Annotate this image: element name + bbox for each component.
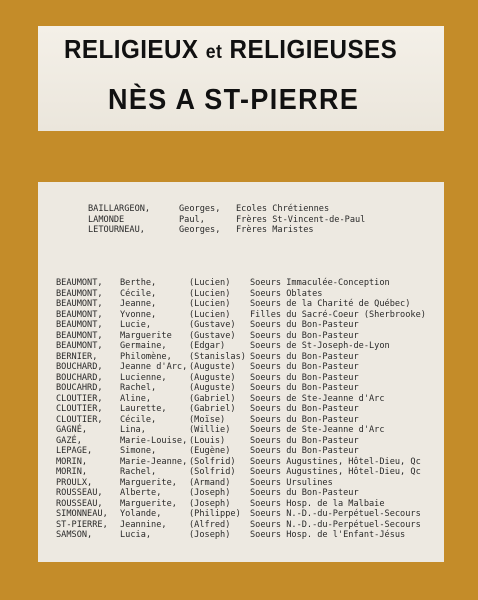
entry-order: Soeurs Immaculée-Conception xyxy=(250,278,390,288)
entry-name: LETOURNEAU, xyxy=(88,225,145,235)
entry-first: Lucienne, xyxy=(120,372,167,383)
entry-first: Marguerite, xyxy=(120,498,177,509)
entry-order: Soeurs du Bon-Pasteur xyxy=(250,362,359,372)
entry-father: (Moïse) xyxy=(189,414,226,425)
entry-order: Soeurs N.-D.-du-Perpétuel-Secours xyxy=(250,509,421,519)
entry-name: LAMONDE xyxy=(88,214,125,225)
entry-first: Rachel, xyxy=(120,383,157,393)
entry-order: Soeurs Augustines, Hôtel-Dieu, Qc xyxy=(250,456,421,467)
entry-father: (Eugène) xyxy=(189,446,231,456)
entry-order: Frères St-Vincent-de-Paul xyxy=(236,214,366,225)
entry-order: Soeurs du Bon-Pasteur xyxy=(250,330,359,341)
entry-order: Soeurs du Bon-Pasteur xyxy=(250,372,359,383)
entry-father: (Joseph) xyxy=(189,498,231,509)
entry-father: (Lucien) xyxy=(189,299,231,309)
entry-name: LEPAGE, xyxy=(56,446,93,456)
entry-name: ROUSSEAU, xyxy=(56,498,103,509)
entry-name: SIMONNEAU, xyxy=(56,509,108,519)
entry-name: PROULX, xyxy=(56,477,93,488)
entry-first: Simone, xyxy=(120,446,157,456)
entry-name: BEAUMONT, xyxy=(56,341,103,351)
entry-first: Germaine, xyxy=(120,341,167,351)
entry-order: Soeurs du Bon-Pasteur xyxy=(250,320,359,330)
entry-name: CLOUTIER, xyxy=(56,404,103,414)
entry-name: CLOUTIER, xyxy=(56,393,103,404)
entry-name: BEAUMONT, xyxy=(56,288,103,299)
entry-name: BAILLARGEON, xyxy=(88,204,151,214)
entry-name: BEAUMONT, xyxy=(56,278,103,288)
entry-name: BERNIER, xyxy=(56,351,98,362)
entry-father: (Lucien) xyxy=(189,288,231,299)
entry-order: Soeurs de Ste-Jeanne d'Arc xyxy=(250,425,385,435)
entry-order: Soeurs du Bon-Pasteur xyxy=(250,435,359,446)
entry-father: (Gabriel) xyxy=(189,393,236,404)
entry-father: (Gabriel) xyxy=(189,404,236,414)
entry-name: BOUCHARD, xyxy=(56,372,103,383)
entry-first: Jeanne d'Arc, xyxy=(120,362,188,372)
entry-father: (Alfred) xyxy=(189,519,231,530)
entry-father: (Auguste) xyxy=(189,362,236,372)
entry-name: BEAUMONT, xyxy=(56,299,103,309)
entry-father: (Solfrid) xyxy=(189,456,236,467)
entry-name: BEAUMONT, xyxy=(56,320,103,330)
entry-order: Soeurs de la Charité de Québec) xyxy=(250,299,411,309)
entry-name: ROUSSEAU, xyxy=(56,488,103,498)
entry-father: (Gustave) xyxy=(189,320,236,330)
entry-first: Alberte, xyxy=(120,488,162,498)
entry-order: Soeurs du Bon-Pasteur xyxy=(250,446,359,456)
entry-first: Berthe, xyxy=(120,278,157,288)
entry-order: Soeurs du Bon-Pasteur xyxy=(250,404,359,414)
entry-first: Georges, xyxy=(179,225,221,235)
entry-first: Georges, xyxy=(179,204,221,214)
entry-father: (Auguste) xyxy=(189,383,236,393)
entry-order: Soeurs de St-Joseph-de-Lyon xyxy=(250,341,390,351)
title-religieux: RELIGIEUX xyxy=(64,34,199,64)
title-line-1 xyxy=(64,34,442,65)
entry-first: Lina, xyxy=(120,425,146,435)
entry-name: GAGNÉ, xyxy=(56,425,88,435)
entry-first: Paul, xyxy=(179,214,205,225)
entry-order: Soeurs Hosp. de l'Enfant-Jésus xyxy=(250,530,406,540)
entry-order: Soeurs du Bon-Pasteur xyxy=(250,351,359,362)
entry-name: CLOUTIER, xyxy=(56,414,103,425)
entry-first: Rachel, xyxy=(120,467,157,477)
entry-first: Cécile, xyxy=(120,414,157,425)
entry-first: Yvonne, xyxy=(120,309,157,320)
entry-name: BEAUMONT, xyxy=(56,309,103,320)
document-page xyxy=(38,182,444,562)
entry-father: (Joseph) xyxy=(189,530,231,540)
entry-father: (Joseph) xyxy=(189,488,231,498)
entry-order: Soeurs du Bon-Pasteur xyxy=(250,414,359,425)
entry-order: Soeurs Ursulines xyxy=(250,477,333,488)
entry-name: SAMSON, xyxy=(56,530,93,540)
entry-father: (Armand) xyxy=(189,477,231,488)
entry-father: (Lucien) xyxy=(189,278,231,288)
entry-father: (Stanislas) xyxy=(189,351,246,362)
entry-first: Philomène, xyxy=(120,351,172,362)
entry-first: Marguerite, xyxy=(120,477,177,488)
entry-order: Soeurs du Bon-Pasteur xyxy=(250,488,359,498)
entry-first: Marie-Louise, xyxy=(120,435,188,446)
entry-name: MORIN, xyxy=(56,456,88,467)
entry-name: GAZÉ, xyxy=(56,435,82,446)
title-et: et xyxy=(205,42,223,63)
entry-first: Laurette, xyxy=(120,404,167,414)
entry-father: (Louis) xyxy=(189,435,226,446)
entry-name: ST-PIERRE, xyxy=(56,519,108,530)
entry-first: Marie-Jeanne, xyxy=(120,456,188,467)
title-line-2: NÈS A ST-PIERRE xyxy=(108,84,360,116)
entry-father: (Gustave) xyxy=(189,330,236,341)
entry-order: Frères Maristes xyxy=(236,225,314,235)
entry-first: Marguerite xyxy=(120,330,172,341)
entry-first: Yolande, xyxy=(120,509,162,519)
entry-name: BOUCAHRD, xyxy=(56,383,103,393)
entry-order: Soeurs Hosp. de la Malbaie xyxy=(250,498,385,509)
entry-first: Cécile, xyxy=(120,288,157,299)
entry-name: MORIN, xyxy=(56,467,88,477)
entry-order: Soeurs de Ste-Jeanne d'Arc xyxy=(250,393,385,404)
entry-first: Lucia, xyxy=(120,530,152,540)
entry-first: Lucie, xyxy=(120,320,152,330)
entry-father: (Solfrid) xyxy=(189,467,236,477)
entry-father: (Willie) xyxy=(189,425,231,435)
entry-father: (Philippe) xyxy=(189,509,241,519)
entry-first: Jeannine, xyxy=(120,519,167,530)
entry-father: (Lucien) xyxy=(189,309,231,320)
entry-order: Soeurs Oblates xyxy=(250,288,323,299)
entry-name: BOUCHARD, xyxy=(56,362,103,372)
entry-order: Soeurs du Bon-Pasteur xyxy=(250,383,359,393)
entry-name: BEAUMONT, xyxy=(56,330,103,341)
entry-order: Soeurs Augustines, Hôtel-Dieu, Qc xyxy=(250,467,421,477)
title-panel xyxy=(38,26,444,131)
entry-father: (Edgar) xyxy=(189,341,226,351)
entry-first: Aline, xyxy=(120,393,152,404)
entry-order: Soeurs N.-D.-du-Perpétuel-Secours xyxy=(250,519,421,530)
entry-order: Filles du Sacré-Coeur (Sherbrooke) xyxy=(250,309,426,320)
title-religieuses: RELIGIEUSES xyxy=(229,34,398,64)
entry-order: Ecoles Chrétiennes xyxy=(236,204,330,214)
entry-first: Jeanne, xyxy=(120,299,157,309)
entry-father: (Auguste) xyxy=(189,372,236,383)
